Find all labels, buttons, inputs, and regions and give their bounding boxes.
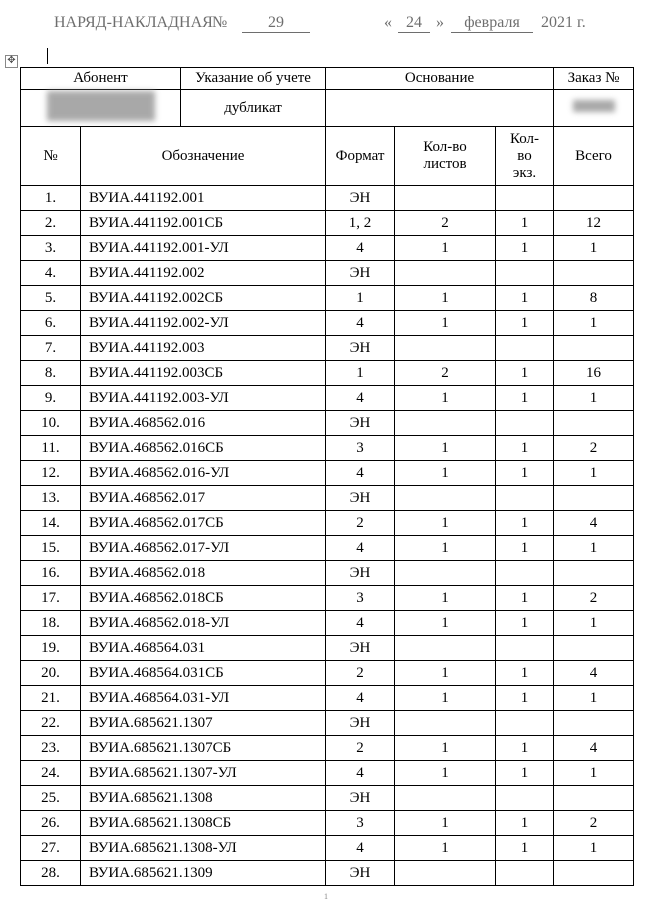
row-designation: ВУИА.441192.001 — [81, 186, 326, 211]
order-value — [554, 90, 634, 127]
row-number: 5. — [21, 286, 81, 311]
row-designation: ВУИА.468562.018-УЛ — [81, 611, 326, 636]
document-number: 29 — [242, 14, 310, 33]
row-copies — [496, 711, 554, 736]
row-format: 4 — [326, 686, 395, 711]
row-total: 2 — [554, 586, 634, 611]
quote-open: « — [384, 14, 392, 31]
row-sheets — [395, 561, 496, 586]
row-number: 28. — [21, 861, 81, 886]
row-copies: 1 — [496, 736, 554, 761]
row-total — [554, 861, 634, 886]
row-total: 8 — [554, 286, 634, 311]
row-total: 2 — [554, 811, 634, 836]
row-total — [554, 711, 634, 736]
row-total: 1 — [554, 686, 634, 711]
row-number: 25. — [21, 786, 81, 811]
row-number: 8. — [21, 361, 81, 386]
table-row — [21, 486, 634, 511]
row-total: 1 — [554, 761, 634, 786]
row-number: 15. — [21, 536, 81, 561]
table-row — [21, 611, 634, 636]
basis-header: Основание — [326, 68, 554, 90]
basis-value — [326, 90, 554, 127]
row-number: 11. — [21, 436, 81, 461]
row-total: 1 — [554, 536, 634, 561]
row-copies: 1 — [496, 236, 554, 261]
row-total — [554, 486, 634, 511]
row-designation: ВУИА.685621.1307-УЛ — [81, 761, 326, 786]
row-copies — [496, 336, 554, 361]
row-designation: ВУИА.468564.031СБ — [81, 661, 326, 686]
row-designation: ВУИА.441192.003 — [81, 336, 326, 361]
row-number: 20. — [21, 661, 81, 686]
row-copies: 1 — [496, 361, 554, 386]
move-handle-icon[interactable]: ✥ — [5, 55, 18, 68]
row-number: 12. — [21, 461, 81, 486]
row-copies — [496, 561, 554, 586]
col-total: Всего — [554, 127, 634, 186]
date-day: 24 — [398, 14, 430, 33]
col-sheets: Кол-во листов — [395, 127, 496, 186]
row-total — [554, 336, 634, 361]
row-designation: ВУИА.441192.003СБ — [81, 361, 326, 386]
row-format: 3 — [326, 811, 395, 836]
table-row — [21, 811, 634, 836]
order-header: Заказ № — [554, 68, 634, 90]
redacted-subscriber — [47, 91, 155, 121]
table-row — [21, 786, 634, 811]
row-number: 7. — [21, 336, 81, 361]
row-format: 4 — [326, 761, 395, 786]
row-designation: ВУИА.468562.017СБ — [81, 511, 326, 536]
row-sheets: 1 — [395, 736, 496, 761]
text-cursor — [47, 48, 48, 64]
row-number: 10. — [21, 411, 81, 436]
row-sheets — [395, 411, 496, 436]
table-row — [21, 186, 634, 211]
row-format: 4 — [326, 386, 395, 411]
row-designation: ВУИА.468562.017 — [81, 486, 326, 511]
col-designation: Обозначение — [81, 127, 326, 186]
row-format: 2 — [326, 511, 395, 536]
row-copies: 1 — [496, 811, 554, 836]
row-sheets: 1 — [395, 461, 496, 486]
row-number: 27. — [21, 836, 81, 861]
table-row — [21, 511, 634, 536]
row-format: 4 — [326, 536, 395, 561]
row-designation: ВУИА.441192.002-УЛ — [81, 311, 326, 336]
row-format: 4 — [326, 236, 395, 261]
table-row — [21, 586, 634, 611]
row-designation: ВУИА.441192.001-УЛ — [81, 236, 326, 261]
row-sheets: 1 — [395, 386, 496, 411]
row-number: 19. — [21, 636, 81, 661]
row-sheets: 1 — [395, 311, 496, 336]
row-sheets — [395, 261, 496, 286]
waybill-table — [20, 67, 634, 886]
table-row — [21, 386, 634, 411]
row-copies: 1 — [496, 511, 554, 536]
row-format: ЭН — [326, 486, 395, 511]
subscriber-header: Абонент — [21, 68, 181, 90]
table-row — [21, 861, 634, 886]
table-row — [21, 236, 634, 261]
row-sheets — [395, 861, 496, 886]
row-number: 17. — [21, 586, 81, 611]
row-designation: ВУИА.685621.1307СБ — [81, 736, 326, 761]
quote-close: » — [436, 14, 444, 31]
table-row — [21, 661, 634, 686]
row-copies: 1 — [496, 311, 554, 336]
row-designation: ВУИА.468562.018 — [81, 561, 326, 586]
col-num: № — [21, 127, 81, 186]
row-designation: ВУИА.685621.1308СБ — [81, 811, 326, 836]
table-row — [21, 636, 634, 661]
row-designation: ВУИА.468562.017-УЛ — [81, 536, 326, 561]
row-designation: ВУИА.468562.016СБ — [81, 436, 326, 461]
row-format: ЭН — [326, 261, 395, 286]
row-designation: ВУИА.441192.003-УЛ — [81, 386, 326, 411]
row-sheets: 1 — [395, 811, 496, 836]
row-designation: ВУИА.468562.018СБ — [81, 586, 326, 611]
document-title: НАРЯД-НАКЛАДНАЯ — [54, 14, 213, 31]
document-header — [54, 14, 640, 36]
row-format: ЭН — [326, 861, 395, 886]
row-copies — [496, 186, 554, 211]
row-number: 3. — [21, 236, 81, 261]
row-total: 12 — [554, 211, 634, 236]
row-total — [554, 186, 634, 211]
table-row — [21, 411, 634, 436]
row-number: 4. — [21, 261, 81, 286]
row-format: 1 — [326, 361, 395, 386]
col-copies: Кол- во экз. — [496, 127, 554, 186]
row-sheets: 1 — [395, 286, 496, 311]
row-format: ЭН — [326, 561, 395, 586]
table-row — [21, 736, 634, 761]
number-sign: № — [212, 14, 228, 31]
row-copies: 1 — [496, 286, 554, 311]
table-row — [21, 711, 634, 736]
row-sheets: 2 — [395, 361, 496, 386]
row-total: 4 — [554, 661, 634, 686]
row-copies — [496, 411, 554, 436]
row-designation: ВУИА.468562.016-УЛ — [81, 461, 326, 486]
table-row — [21, 561, 634, 586]
row-number: 6. — [21, 311, 81, 336]
row-designation: ВУИА.685621.1308-УЛ — [81, 836, 326, 861]
date-year: 2021 г. — [541, 14, 586, 31]
redacted-order — [573, 100, 615, 112]
row-total: 1 — [554, 611, 634, 636]
row-format: 2 — [326, 736, 395, 761]
table-row — [21, 836, 634, 861]
row-copies: 1 — [496, 836, 554, 861]
table-row — [21, 461, 634, 486]
row-total — [554, 561, 634, 586]
row-sheets — [395, 636, 496, 661]
row-total: 1 — [554, 311, 634, 336]
row-sheets — [395, 486, 496, 511]
row-copies: 1 — [496, 611, 554, 636]
row-sheets: 1 — [395, 236, 496, 261]
accounting-note-header: Указание об учете — [181, 68, 326, 90]
row-number: 26. — [21, 811, 81, 836]
row-copies: 1 — [496, 586, 554, 611]
row-total: 1 — [554, 461, 634, 486]
row-number: 13. — [21, 486, 81, 511]
row-copies — [496, 861, 554, 886]
row-format: 3 — [326, 586, 395, 611]
row-copies: 1 — [496, 211, 554, 236]
row-designation: ВУИА.468564.031 — [81, 636, 326, 661]
row-number: 18. — [21, 611, 81, 636]
row-number: 16. — [21, 561, 81, 586]
row-sheets — [395, 336, 496, 361]
row-sheets: 2 — [395, 211, 496, 236]
row-sheets: 1 — [395, 611, 496, 636]
table-row — [21, 261, 634, 286]
row-number: 1. — [21, 186, 81, 211]
row-sheets — [395, 786, 496, 811]
row-sheets: 1 — [395, 686, 496, 711]
row-sheets: 1 — [395, 761, 496, 786]
row-format: 4 — [326, 611, 395, 636]
row-total — [554, 636, 634, 661]
table-row — [21, 286, 634, 311]
row-designation: ВУИА.685621.1308 — [81, 786, 326, 811]
row-total: 4 — [554, 736, 634, 761]
row-format: 1 — [326, 286, 395, 311]
row-copies: 1 — [496, 436, 554, 461]
row-copies: 1 — [496, 461, 554, 486]
row-format: ЭН — [326, 711, 395, 736]
row-designation: ВУИА.441192.002СБ — [81, 286, 326, 311]
table-row — [21, 436, 634, 461]
row-number: 23. — [21, 736, 81, 761]
row-number: 14. — [21, 511, 81, 536]
row-total: 1 — [554, 836, 634, 861]
row-copies: 1 — [496, 661, 554, 686]
table-row — [21, 211, 634, 236]
row-total — [554, 411, 634, 436]
date-month: февраля — [451, 14, 533, 33]
row-total: 4 — [554, 511, 634, 536]
row-total: 2 — [554, 436, 634, 461]
row-designation: ВУИА.441192.002 — [81, 261, 326, 286]
row-sheets: 1 — [395, 536, 496, 561]
row-copies — [496, 786, 554, 811]
row-sheets — [395, 186, 496, 211]
page-number: 1 — [324, 892, 328, 901]
row-number: 21. — [21, 686, 81, 711]
col-format: Формат — [326, 127, 395, 186]
table-row — [21, 686, 634, 711]
row-designation: ВУИА.468562.016 — [81, 411, 326, 436]
row-copies: 1 — [496, 536, 554, 561]
table-row — [21, 761, 634, 786]
row-total: 1 — [554, 236, 634, 261]
row-format: 3 — [326, 436, 395, 461]
accounting-note-value: дубликат — [181, 90, 326, 127]
row-format: 2 — [326, 661, 395, 686]
row-number: 22. — [21, 711, 81, 736]
table-row — [21, 311, 634, 336]
row-format: ЭН — [326, 786, 395, 811]
row-designation: ВУИА.468564.031-УЛ — [81, 686, 326, 711]
table-row — [21, 361, 634, 386]
row-copies — [496, 486, 554, 511]
row-copies — [496, 261, 554, 286]
row-format: ЭН — [326, 336, 395, 361]
row-number: 24. — [21, 761, 81, 786]
row-sheets: 1 — [395, 836, 496, 861]
row-format: 4 — [326, 461, 395, 486]
row-sheets: 1 — [395, 436, 496, 461]
row-sheets: 1 — [395, 511, 496, 536]
row-designation: ВУИА.441192.001СБ — [81, 211, 326, 236]
row-copies — [496, 636, 554, 661]
row-designation: ВУИА.685621.1309 — [81, 861, 326, 886]
table-row — [21, 536, 634, 561]
row-sheets — [395, 711, 496, 736]
row-format: 1, 2 — [326, 211, 395, 236]
row-total — [554, 261, 634, 286]
row-copies: 1 — [496, 686, 554, 711]
row-total — [554, 786, 634, 811]
row-sheets: 1 — [395, 586, 496, 611]
row-number: 2. — [21, 211, 81, 236]
row-copies: 1 — [496, 761, 554, 786]
row-designation: ВУИА.685621.1307 — [81, 711, 326, 736]
row-format: 4 — [326, 311, 395, 336]
row-number: 9. — [21, 386, 81, 411]
row-copies: 1 — [496, 386, 554, 411]
row-format: ЭН — [326, 411, 395, 436]
row-format: ЭН — [326, 636, 395, 661]
subscriber-value — [21, 90, 181, 127]
row-sheets: 1 — [395, 661, 496, 686]
table-row — [21, 336, 634, 361]
row-total: 16 — [554, 361, 634, 386]
row-format: 4 — [326, 836, 395, 861]
row-total: 1 — [554, 386, 634, 411]
row-format: ЭН — [326, 186, 395, 211]
